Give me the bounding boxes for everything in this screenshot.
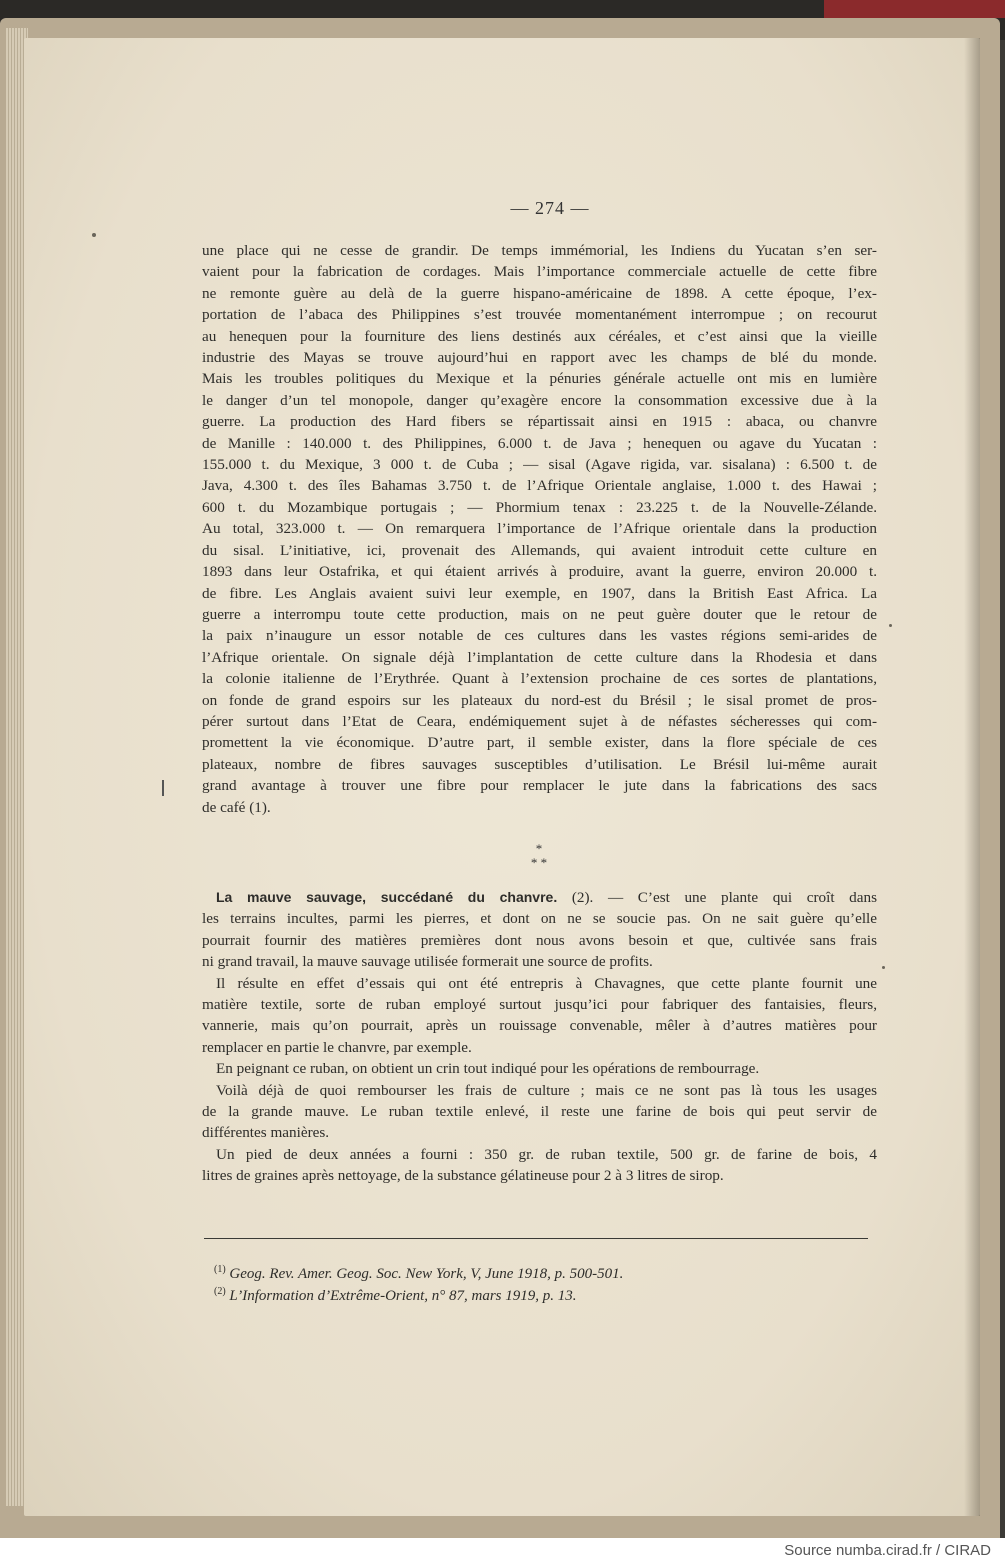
text-line: ne remonte guère au delà de la guerre hispano-américaine de 1898. A cette époque, l’ex- — [202, 284, 877, 302]
text-line: industrie des Mayas se trouve aujourd’hui en rapport avec les champs de blé du monde. — [202, 349, 877, 367]
text-line: de fibre. Les Anglais avaient suivi leur exemple, en 1907, dans la British East Africa. La — [202, 584, 877, 602]
text-line: l’Afrique orientale. On signale déjà l’implantation de cette culture dans la Rhodesia et dans — [202, 648, 877, 666]
text-line: remplacer en partie le chanvre, par exemple. — [202, 1038, 472, 1056]
text-line: de Manille : 140.000 t. des Philippines, 6.000 t. de Java ; henequen ou agave du Yucatan : — [202, 434, 877, 452]
text-line: une place qui ne cesse de grandir. De temps immémorial, les Indiens du Yucatan s’en ser- — [202, 242, 877, 259]
text-line: promettent la vie économique. D’autre part, il semble exister, dans la flore spéciale de ces — [202, 734, 877, 752]
spine-shadow — [964, 38, 980, 1516]
text-line: litres de graines après nettoyage, de la substance gélatineuse pour 2 à 3 litres de sirop. — [202, 1167, 724, 1185]
margin-speck — [889, 624, 892, 627]
text-line: on fonde de grand espoirs sur les plateaux du nord-est du Brésil ; le sisal promet de pros- — [202, 691, 877, 709]
text-line: du sisal. L’initiative, ici, provenait des Allemands, qui avaient introduit cette culture en — [202, 541, 877, 559]
footnote-1 — [214, 1264, 623, 1283]
text-line: la colonie italienne de l’Erythrée. Quant à l’extension prochaine de ces sortes de plantations, — [202, 670, 877, 688]
section-divider-asterism — [514, 842, 564, 870]
text-line: 1893 dans leur Ostafrika, et qui étaient arrivés à produire, avant la guerre, environ 20.000 t. — [202, 563, 877, 581]
footnote-text: Geog. Rev. Amer. Geog. Soc. New York, V, June 1918, p. 500-501. — [225, 1266, 624, 1282]
book-cover-edge — [824, 0, 1005, 18]
text-line: guerre a interrompu toute cette production, mais on ne peut guère douter que le retour de — [202, 605, 877, 623]
text-line: pérer surtout dans l’Etat de Ceara, endémiquement sujet à de néfastes sécheresses qui com- — [202, 712, 877, 730]
text-line: de café (1). — [202, 798, 271, 816]
margin-mark — [162, 780, 164, 796]
text-line: vaient pour la fabrication de cordages. Mais l’importance commerciale actuelle de cette fibre — [202, 263, 877, 281]
text-line: Java, 4.300 t. des îles Bahamas 3.750 t. de l’Afrique Orientale anglaise, 1.000 t. des Hawai ; — [202, 477, 877, 495]
section-heading-ref: (2). — [571, 889, 594, 906]
section-heading-line — [202, 887, 877, 908]
footnote-2 — [214, 1286, 577, 1305]
margin-speck — [882, 966, 885, 969]
section-heading: La mauve sauvage, succédané du chanvre. — [216, 889, 558, 905]
source-credit: Source numba.cirad.fr / CIRAD — [784, 1542, 991, 1559]
text-line: les terrains incultes, parmi les pierres, et dont on ne se soucie pas. On ne sait guère qu’elle — [202, 910, 877, 928]
footnote-text: L’Information d’Extrême-Orient, n° 87, mars 1919, p. 13. — [225, 1288, 577, 1304]
text-line: grand avantage à trouver une fibre pour remplacer le jute dans la fabrications des sacs — [202, 777, 877, 795]
text-line: guerre. La production des Hard fibers se répartissait ainsi en 1915 : abaca, ou chanvre — [202, 413, 877, 431]
text-line: Mais les troubles politiques du Mexique et la pénuries générale actuelle ont mis en lumière — [202, 370, 877, 388]
text-line: Voilà déjà de quoi rembourser les frais de culture ; mais ce ne sont pas là tous les usages — [216, 1081, 877, 1099]
text-line: pourrait fournir des matières premières dont nous avons besoin et que, cultivée sans frais — [202, 931, 877, 949]
text-line: Un pied de deux années a fourni : 350 gr. de ruban textile, 500 gr. de farine de bois, 4 — [216, 1145, 877, 1163]
text-line: Au total, 323.000 t. — On remarquera l’importance de l’Afrique orientale dans la production — [202, 520, 877, 538]
text-line: différentes manières. — [202, 1124, 330, 1142]
footnote-mark: (2) — [214, 1286, 226, 1297]
text-line: — C’est une plante qui croît dans — [593, 889, 878, 906]
text-line: portation de l’abaca des Philippines s’est trouvée momentanément interrompue ; on recourut — [202, 306, 877, 324]
text-line: la paix n’inaugure un essor notable de ces cultures dans les vastes régions semi-arides de — [202, 627, 877, 645]
margin-speck — [92, 233, 96, 237]
text-line: vannerie, mais qu’on pourrait, après un rouissage convenable, mêler à d’autres matières pour — [202, 1017, 877, 1035]
text-line: matière textile, sorte de ruban employé surtout jusqu’ici pour fabriquer des fantaisies, fleurs, — [202, 996, 877, 1014]
footnote-separator — [204, 1238, 868, 1239]
text-line: de la grande mauve. Le ruban textile enlevé, il reste une farine de bois qui peut servir de — [202, 1103, 877, 1121]
main-paragraph — [202, 240, 877, 818]
section-mauve-sauvage — [202, 887, 877, 1187]
text-line: plateaux, nombre de fibres sauvages susceptibles d’utilisation. Le Brésil lui-même aurait — [202, 755, 877, 773]
text-line: 600 t. du Mozambique portugais ; — Phormium tenax : 23.225 t. de la Nouvelle-Zélande. — [202, 498, 877, 516]
text-line: ni grand travail, la mauve sauvage utilisée formerait une source de profits. — [202, 953, 653, 971]
footnote-mark: (1) — [214, 1264, 226, 1275]
text-line: En peignant ce ruban, on obtient un crin tout indiqué pour les opérations de rembourrage. — [216, 1060, 760, 1078]
asterism-bottom: * * — [530, 855, 548, 870]
text-line: 155.000 t. du Mexique, 3 000 t. de Cuba ; — sisal (Agave rigida, var. sisalana) : 6.500 t. de — [202, 456, 877, 474]
asterism-top: * — [535, 841, 543, 856]
text-line: Il résulte en effet d’essais qui ont été entrepris à Chavagnes, que cette plante fournit une — [216, 974, 877, 992]
text-line: au henequen pour la fourniture des liens destinés aux céréales, et c’est ainsi que la vieille — [202, 327, 877, 345]
text-line: le danger d’un tel monopole, danger qu’exagère encore la consommation excessive due à la — [202, 391, 877, 409]
page-number: — 274 — — [510, 198, 590, 218]
